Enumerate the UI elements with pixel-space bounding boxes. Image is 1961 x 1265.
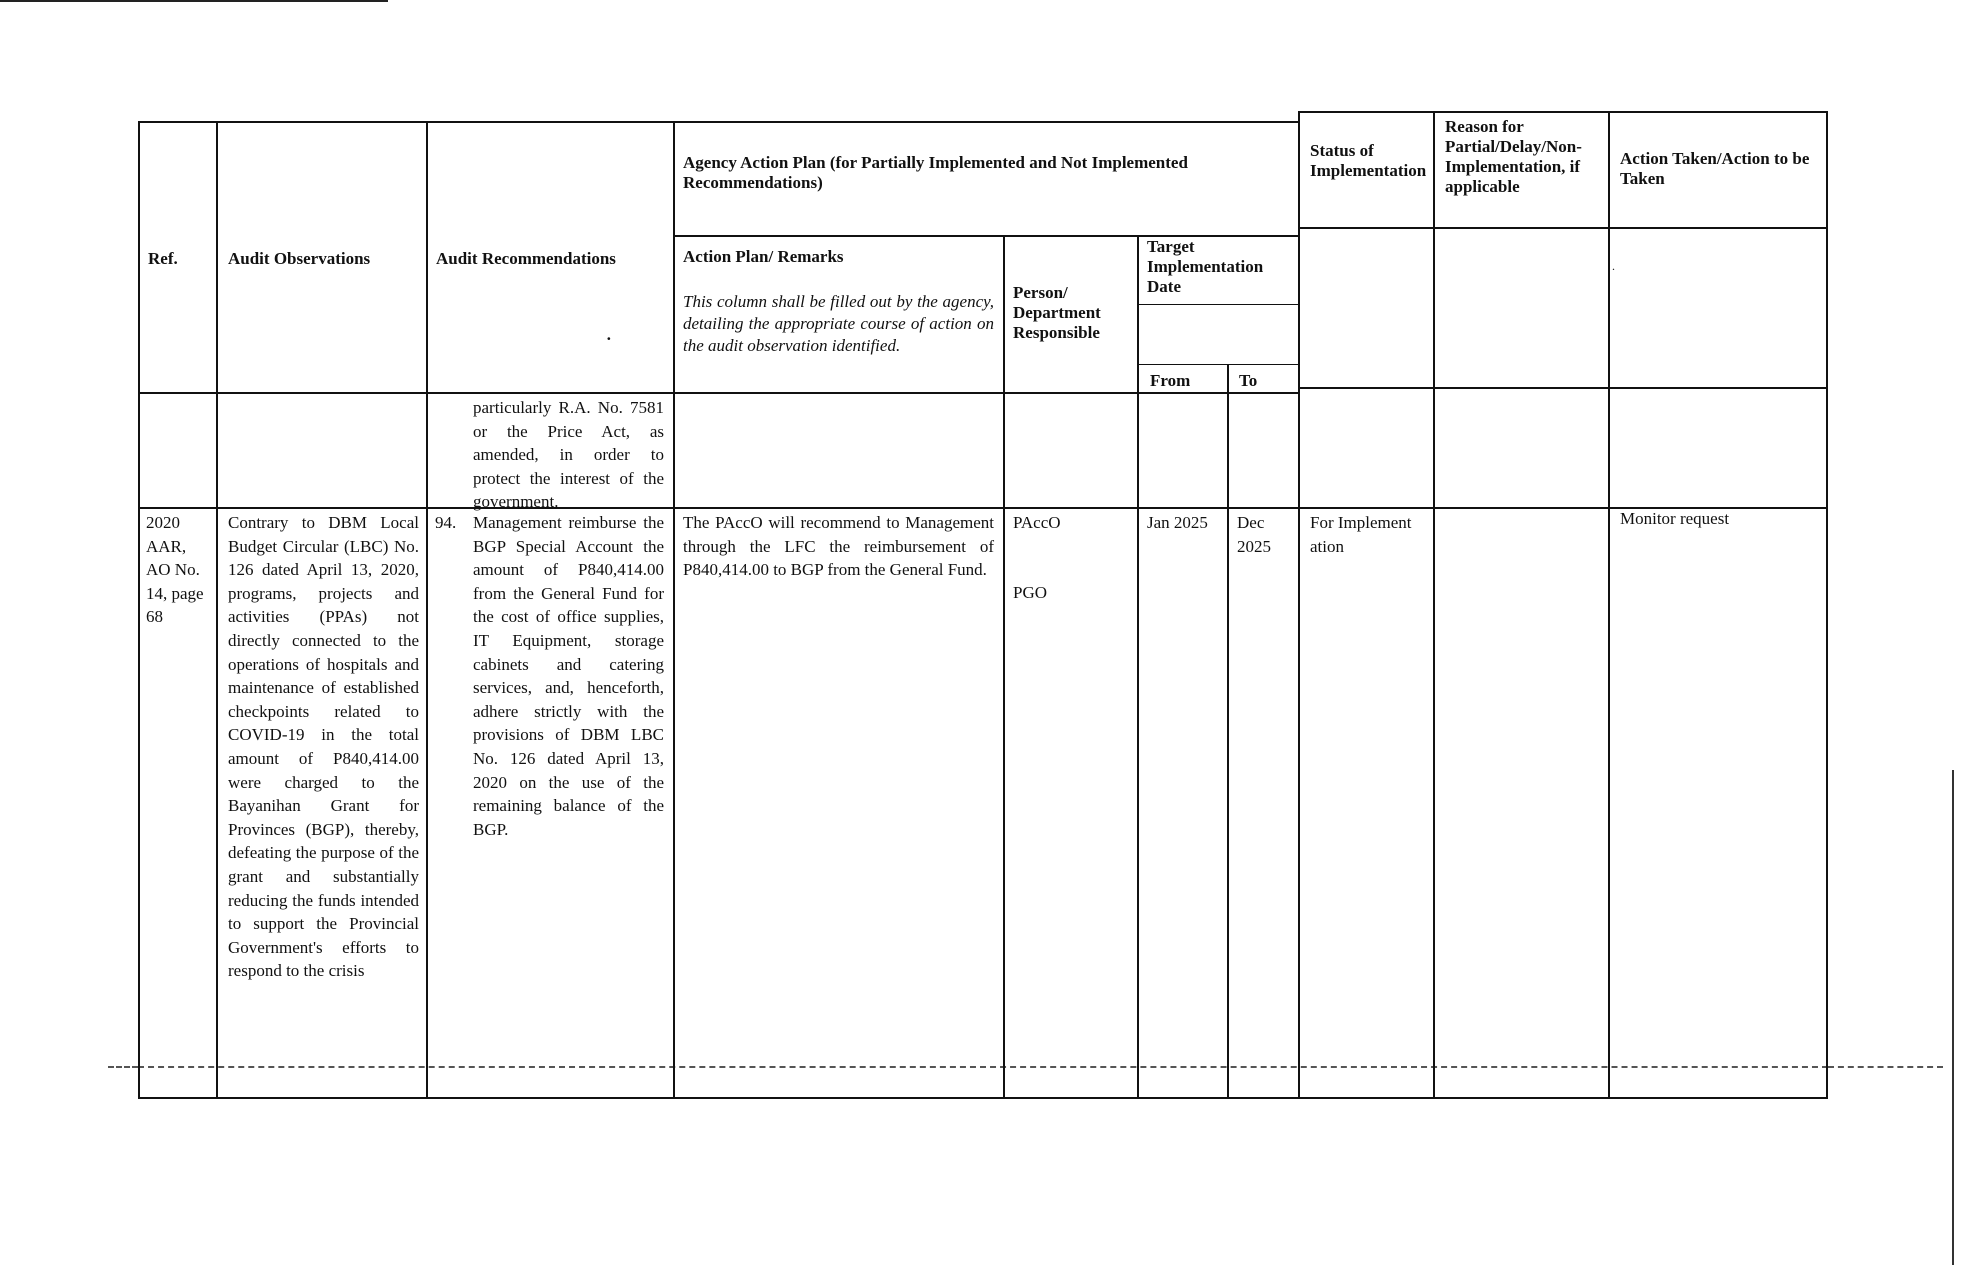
scan-edge-top (0, 0, 388, 2)
right-header-divider (1298, 227, 1828, 229)
cell-rec-number: 94. (435, 513, 457, 532)
header-action-plan-title: Action Plan/ Remarks (683, 247, 844, 266)
audit-action-plan-table (138, 111, 1828, 1099)
col-border-4 (1003, 235, 1005, 1099)
header-target-date: Target Implementation Date (1147, 237, 1264, 296)
page-break-dash-right (1828, 1066, 1943, 1068)
col-border-0 (138, 121, 140, 1099)
col-border-9 (1608, 111, 1610, 1099)
header-bottom-left (138, 392, 1298, 394)
header-to: To (1239, 371, 1258, 390)
header-bottom-right (1298, 387, 1828, 389)
col-border-10 (1826, 111, 1828, 1099)
header-action-taken: Action Taken/Action to be Taken (1620, 149, 1810, 188)
header-audit-observations: Audit Observations (228, 249, 371, 268)
header-status: Status of Implementation (1310, 141, 1427, 180)
col-border-7 (1298, 111, 1300, 1099)
page-break-dash-left (108, 1066, 138, 1068)
row-divider (138, 507, 1828, 509)
cell-action-plan: The PAccO will recommend to Management through the LFC the reimbursement of P840,414.00 to BGP from the General Fund. (683, 513, 994, 580)
col-border-5 (1137, 235, 1139, 1099)
cell-observation: Contrary to DBM Local Budget Circular (LBC) No. 126 dated April 13, 2020, programs, projects and activities (PPAs) not directly connected to the operations of hospitals and maintenance of established checkpoints related to COVID-19 in the total amount of P840,414.00 were charged to the Bayanihan Grant for Provinces (BGP), thereby, defeating the purpose of the grant and substantially reducing the funds intended to support the Provincial Government's efforts to respond to the crisis (228, 513, 419, 981)
header-audit-recommendations: Audit Recommendations (436, 249, 616, 268)
cell-recommendation: Management reimburse the BGP Special Account the amount of P840,414.00 from the General Fund for the cost of office supplies, IT Equipment, storage cabinets and catering services, and, henceforth, adhere strictly with the provisions of DBM LBC No. 126 dated April 13, 2020 on the use of the remaining balance of the BGP. (473, 513, 664, 839)
from-to-divider (1137, 364, 1298, 365)
cell-date-to: Dec 2025 (1237, 513, 1271, 556)
scan-edge-right (1952, 770, 1954, 1265)
header-reason: Reason for Partial/Delay/Non-Implementation, if applicable (1445, 117, 1582, 196)
header-agency-action-plan: Agency Action Plan (for Partially Implemented and Not Implemented Recommendations) (683, 153, 1188, 192)
continuation-recommendation: particularly R.A. No. 7581 or the Price Act, as amended, in order to protect the interest of the government. (473, 398, 664, 512)
col-border-2 (426, 121, 428, 1099)
col-border-3 (673, 121, 675, 1099)
col-border-6 (1227, 364, 1229, 1099)
cell-action-taken: Monitor request (1620, 509, 1730, 528)
stray-mark: · (606, 329, 612, 348)
col-border-1 (216, 121, 218, 1099)
table-top-border (138, 121, 1298, 123)
cell-person-1: PAccO (1013, 513, 1061, 532)
table-bottom-border (138, 1097, 1828, 1099)
cell-status: For Implementation (1310, 513, 1412, 556)
target-date-divider (1137, 304, 1298, 305)
header-action-plan-note: This column shall be filled out by the agency, detailing the appropriate course of action on the audit observation identified. (683, 292, 994, 355)
header-from: From (1150, 371, 1191, 390)
stray-dot: . (1612, 259, 1615, 273)
table-top-border-right (1298, 111, 1828, 113)
header-person-responsible: Person/ Department Responsible (1013, 283, 1101, 342)
header-ref: Ref. (148, 249, 178, 268)
col-border-8 (1433, 111, 1435, 1099)
cell-ref: 2020 AAR, AO No. 14, page 68 (146, 513, 204, 627)
cell-person-2: PGO (1013, 583, 1048, 602)
cell-date-from: Jan 2025 (1147, 513, 1208, 532)
